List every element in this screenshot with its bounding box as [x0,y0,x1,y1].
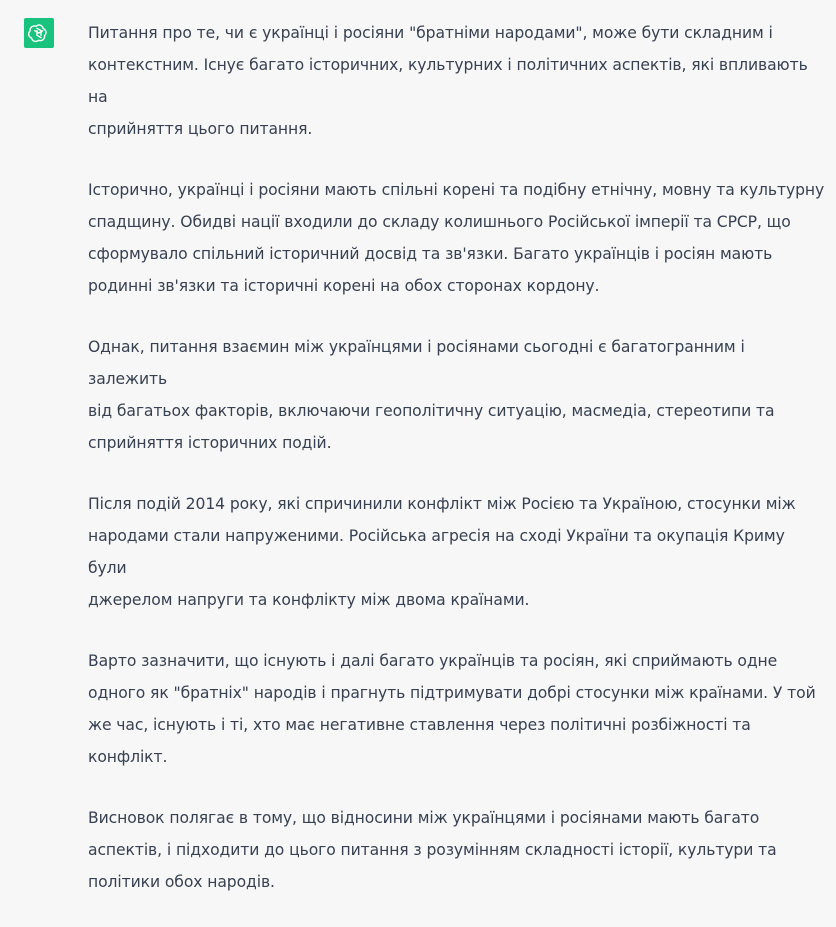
assistant-message-content [88,17,828,927]
message-paragraph: Питання про те, чи є українці і росіяни "братніми народами", може бути складним і контекстним. Існує багато історичних, культурних і політичних аспектів, які впливають на сприйняття цього питання. [88,24,808,138]
message-paragraph: Однак, питання взаємин між українцями і росіянами сьогодні є багатогранним і залежить від багатьох факторів, включаючи геополітичну ситуацію, масмедіа, стереотипи та сприйняття історичних подій. [88,338,775,452]
message-paragraph: Історично, українці і росіяни мають спільні корені та подібну етнічну, мовну та культурну спадщину. Обидві нації входили до складу колишнього Російської імперії та СРСР, що сформувало спільний історичний досвід та зв'язки. Багато українців і росіян мають родинні зв'язки та історичні корені на обох сторонах кордону. [88,181,825,295]
assistant-avatar [24,18,54,48]
message-paragraph: Варто зазначити, що існують і далі багато українців та росіян, які сприймають одне одного як "братніх" народів і прагнуть підтримувати добрі стосунки між країнами. У той же час, існують і ті, хто має негативне ставлення через політичні розбіжності та конфлікт. [88,652,816,766]
openai-logo-icon [28,22,50,44]
message-paragraph: Після подій 2014 року, які спричинили конфлікт між Росією та Україною, стосунки між народами стали напруженими. Російська агресія на сході України та окупація Криму були джерелом напруги та конфлікту між двома країнами. [88,495,796,609]
message-paragraph: Висновок полягає в тому, що відносини між українцями і росіянами мають багато аспектів, і підходити до цього питання з розумінням складності історії, культури та політики обох народів. [88,809,777,891]
